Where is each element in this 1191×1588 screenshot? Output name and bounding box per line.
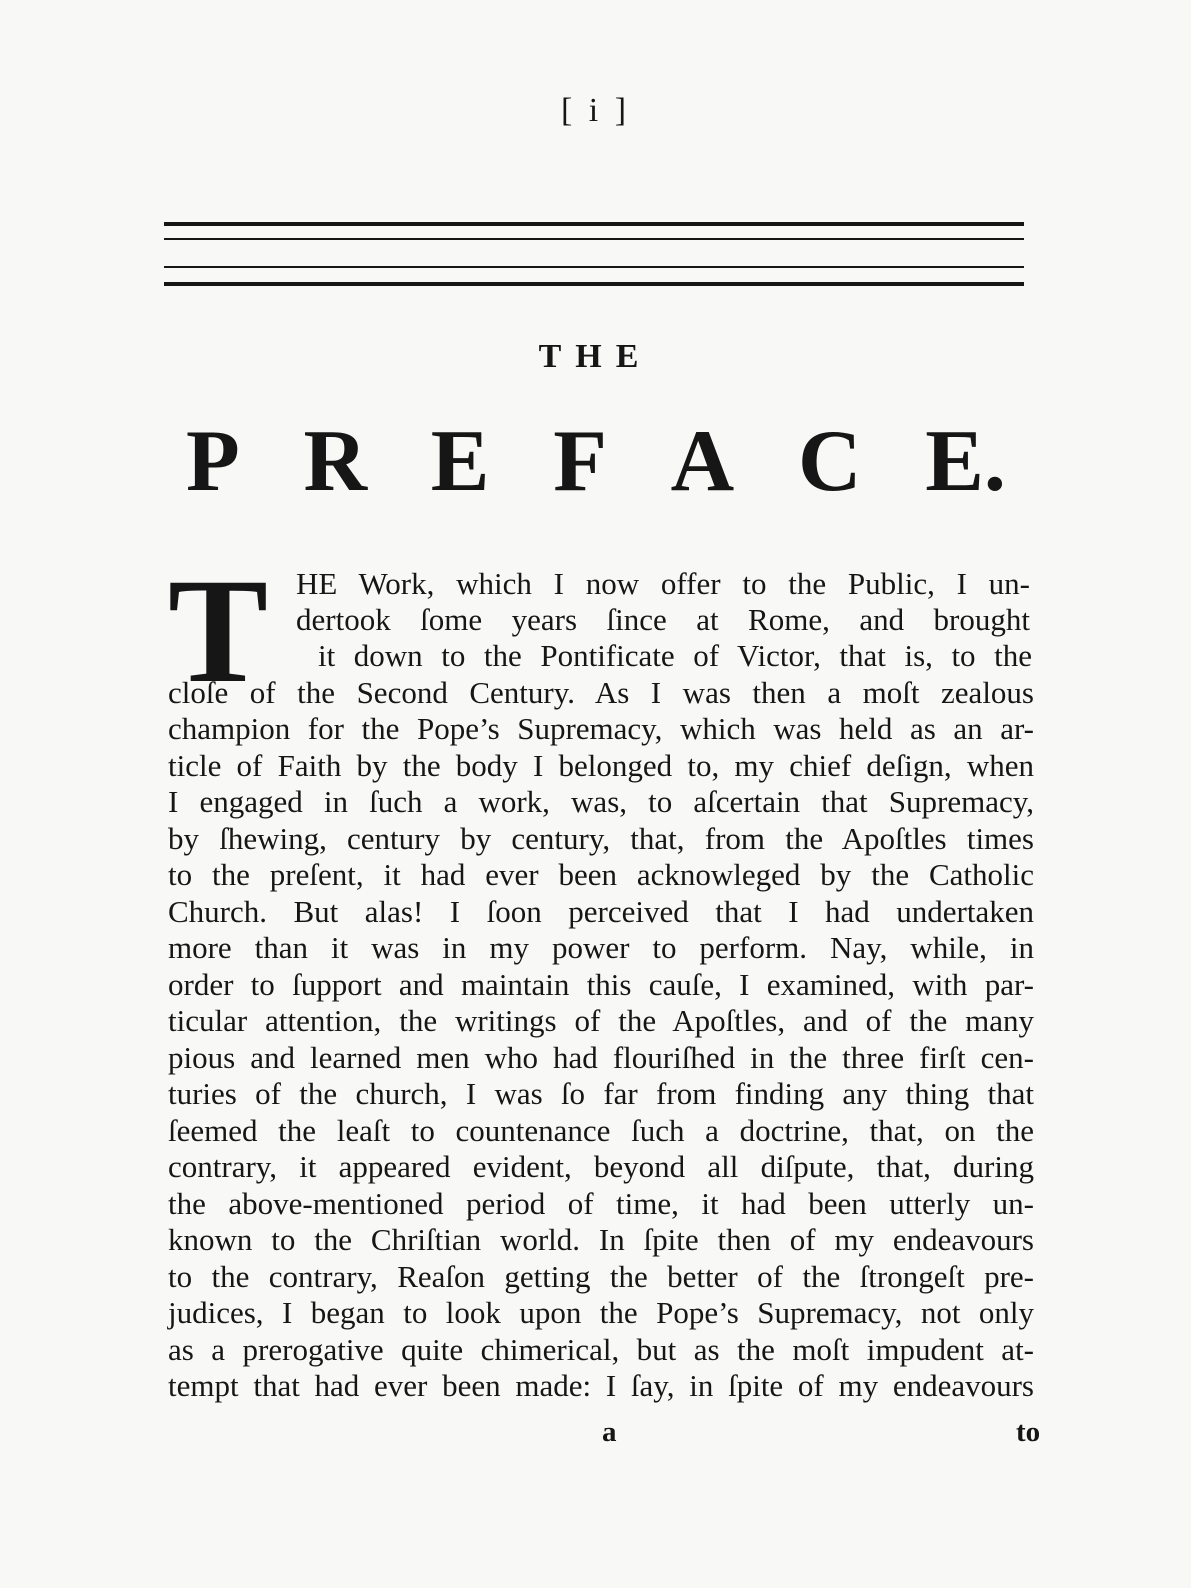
page-number-header: [ i ] xyxy=(560,92,631,129)
text-line: turies of the church, I was ſo far from finding any thing that xyxy=(168,1076,1034,1111)
heading-letter: R xyxy=(303,413,368,510)
text-line: judices, I began to look upon the Pope’s Supremacy, not only xyxy=(168,1295,1034,1330)
text-line: champion for the Pope’s Supremacy, which was held as an ar- xyxy=(168,711,1034,746)
text-line: tempt that had ever been made: I ſay, in ſpite of my endeavours xyxy=(168,1368,1034,1403)
text-line: pious and learned men who had flouriſhed in the three firſt cen- xyxy=(168,1040,1034,1075)
text-line: by ſhewing, century by century, that, from the Apoſtles times xyxy=(168,821,1034,856)
text-line: contrary, it appeared evident, beyond all diſpute, that, during xyxy=(168,1149,1034,1184)
text-line: order to ſupport and maintain this cauſe, I examined, with par- xyxy=(168,967,1034,1002)
ornamental-rule xyxy=(164,266,1024,268)
text-line: HE Work, which I now offer to the Public, I un- xyxy=(296,566,1030,601)
heading-letter: A xyxy=(670,413,735,510)
text-line: it down to the Pontificate of Victor, that is, to the xyxy=(318,638,1032,673)
drop-cap: T xyxy=(168,548,269,714)
text-line: to the preſent, it had ever been acknowleged by the Catholic xyxy=(168,857,1034,892)
signature-mark: a xyxy=(602,1416,617,1448)
text-line: Church. But alas! I ſoon perceived that I had undertaken xyxy=(168,894,1034,929)
text-line: to the contrary, Reaſon getting the better of the ſtrongeſt pre- xyxy=(168,1259,1034,1294)
text-line: known to the Chriſtian world. In ſpite then of my endeavours xyxy=(168,1222,1034,1257)
text-line: ticle of Faith by the body I belonged to, my chief deſign, when xyxy=(168,748,1034,783)
text-line: the above-mentioned period of time, it had been utterly un- xyxy=(168,1186,1034,1221)
text-line: ticular attention, the writings of the Apoſtles, and of the many xyxy=(168,1003,1034,1038)
text-line: I engaged in ſuch a work, was, to aſcertain that Supremacy, xyxy=(168,784,1034,819)
heading-large xyxy=(186,413,1006,510)
catchword: to xyxy=(1016,1416,1041,1448)
text-line: ſeemed the leaſt to countenance ſuch a doctrine, that, on the xyxy=(168,1113,1034,1148)
heading-letter: E. xyxy=(925,413,1006,510)
heading-small: THE xyxy=(538,338,653,375)
heading-letter: C xyxy=(797,413,862,510)
heading-letter: P xyxy=(186,413,240,510)
text-line: dertook ſome years ſince at Rome, and brought xyxy=(296,602,1030,637)
ornamental-rule xyxy=(164,238,1024,240)
heading-letter: E xyxy=(430,413,490,510)
heading-letter: F xyxy=(553,413,607,510)
text-line: as a prerogative quite chimerical, but as the moſt impudent at- xyxy=(168,1332,1034,1367)
ornamental-rule xyxy=(164,222,1024,226)
text-line: cloſe of the Second Century. As I was then a moſt zealous xyxy=(168,675,1034,710)
ornamental-rule xyxy=(164,282,1024,286)
text-line: more than it was in my power to perform. Nay, while, in xyxy=(168,930,1034,965)
